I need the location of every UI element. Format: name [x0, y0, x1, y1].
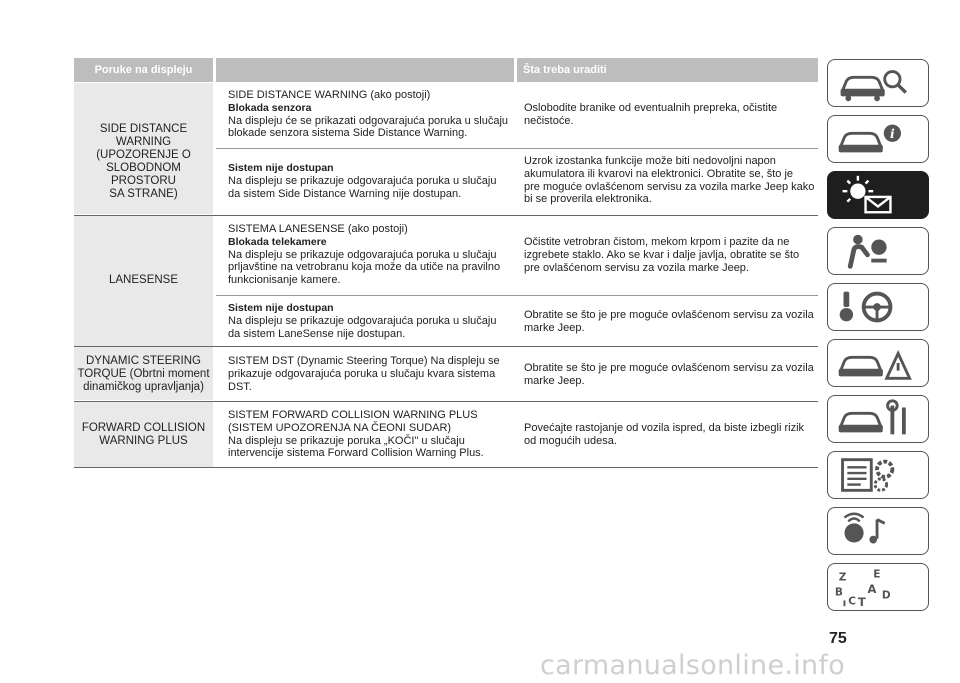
svg-text:E: E [873, 568, 881, 581]
car-emergency-icon [828, 340, 928, 386]
header-action: Šta treba uraditi [517, 58, 818, 82]
cell-side-distance-unavailable: Sistem nije dostupan Na displeju se prikazuje odgovarajuća poruka u slučaju da sistem Side Distance Warning nije dostupan. [228, 162, 497, 200]
index-letters-icon [828, 564, 928, 610]
row-label-side-distance: SIDE DISTANCE WARNING (UPOZORENJE O SLOBODNOM PROSTORU SA STRANE) [74, 83, 213, 214]
svg-text:Z: Z [838, 571, 847, 584]
divider [216, 295, 818, 296]
row-label-lanesense: LANESENSE [74, 216, 213, 346]
specs-gear-icon [828, 452, 928, 498]
row-label-fcw: FORWARD COLLISION WARNING PLUS [74, 402, 213, 467]
svg-text:C: C [848, 595, 857, 608]
multimedia-icon [828, 508, 928, 554]
tab-index[interactable] [827, 563, 929, 611]
action-dst: Obratite se što je pre moguće ovlašćenom servisu za vozila marke Jeep. [524, 362, 814, 387]
watermark: carmanualsonline.info [540, 650, 846, 681]
tab-in-an-emergency[interactable] [827, 339, 929, 387]
svg-text:T: T [857, 595, 866, 610]
action-side-distance-unavailable: Uzrok izostanka funkcije može biti nedovoljni napon akumulatora ili kvarovi na elektronici. Obratite se, što je pre moguće ovlašćenom servisu za vozila marke Jeep kako bi se proverila elektronika. [524, 155, 815, 206]
divider [216, 148, 818, 149]
cell-side-distance-blocked: SIDE DISTANCE WARNING (ako postoji) Blokada senzora Na displeju će se prikazati odgovarajuća poruka u slučaju blokade senzora sistema Side Distance Warning. [228, 89, 509, 140]
svg-text:A: A [867, 581, 877, 596]
tab-warning-lights-messages[interactable] [827, 171, 929, 219]
cell-dst: SISTEM DST (Dynamic Steering Torque) Na displeju se prikazuje odgovarajuća poruka u slučaju kvara sistema DST. [228, 355, 500, 393]
airbag-safety-icon [828, 228, 928, 274]
header-messages: Poruke na displeju [74, 58, 213, 82]
tab-technical-specifications[interactable] [827, 451, 929, 499]
page-number: 75 [829, 630, 847, 647]
tab-vehicle-info[interactable] [827, 115, 929, 163]
action-side-distance-blocked: Oslobodite branike od eventualnih prepreka, očistite nečistoće. [524, 102, 778, 127]
svg-text:i: i [889, 126, 895, 142]
row-label-dst: DYNAMIC STEERING TORQUE (Obrtni moment dinamičkog upravljanja) [74, 347, 213, 400]
tab-multimedia[interactable] [827, 507, 929, 555]
cell-lanesense-unavailable: Sistem nije dostupan Na displeju se prikazuje odgovarajuća poruka u slučaju da sistem LaneSense nije dostupan. [228, 302, 497, 340]
action-lanesense-blocked: Očistite vetrobran čistom, mekom krpom i pazite da ne izgrebete staklo. Ako se kvar i dalje javlja, obratite se što pre ovlašćenom servisu za vozila marke Jeep. [524, 236, 800, 274]
tab-starting-and-driving[interactable] [827, 283, 929, 331]
header-description [216, 58, 514, 82]
cell-fcw: SISTEM FORWARD COLLISION WARNING PLUS (SISTEM UPOZORENJA NA ČEONI SUDAR) Na displeju se prikazuje poruka „KOČI" u slučaju intervencije sistema Forward Collision Warning Plus. [228, 409, 484, 460]
action-lanesense-unavailable: Obratite se što je pre moguće ovlašćenom servisu za vozila marke Jeep. [524, 309, 814, 334]
car-info-icon [828, 116, 928, 162]
svg-text:B: B [834, 586, 843, 599]
steering-wheel-key-icon [828, 284, 928, 330]
tab-safety[interactable] [827, 227, 929, 275]
divider [74, 467, 818, 468]
tab-servicing-and-maintenance[interactable] [827, 395, 929, 443]
svg-text:D: D [881, 589, 891, 602]
cell-lanesense-blocked: SISTEMA LANESENSE (ako postoji) Blokada telekamere Na displeju se prikazuje odgovarajuća poruka u slučaju prljavštine na vetrobranu koja može da utiče na pravilno funkcionisanje kamere. [228, 223, 501, 287]
car-wrench-icon [828, 396, 928, 442]
warning-light-message-icon [828, 172, 928, 218]
tab-getting-to-know-vehicle[interactable] [827, 59, 929, 107]
car-search-icon [828, 60, 928, 106]
action-fcw: Povećajte rastojanje od vozila ispred, da biste izbegli rizik od mogućih udesa. [524, 422, 805, 447]
